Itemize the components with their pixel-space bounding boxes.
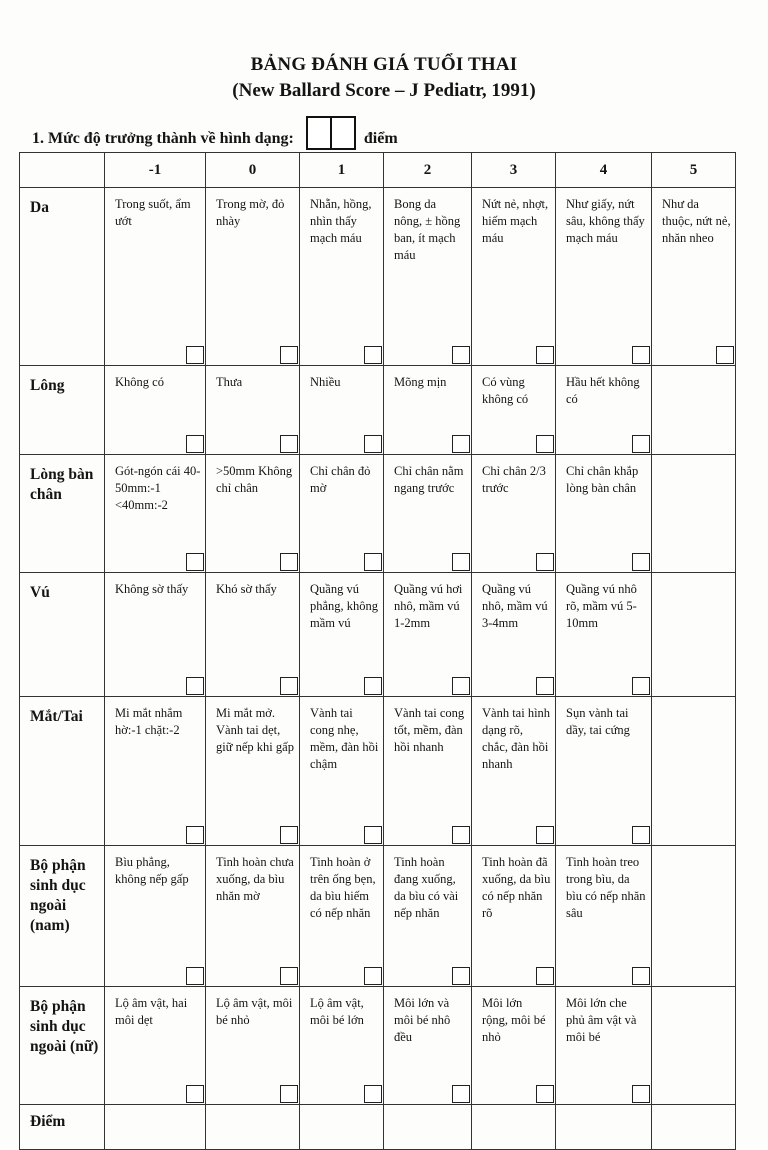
criteria-cell: [105, 573, 206, 697]
criteria-text: Lộ âm vật, hai môi dẹt: [115, 996, 188, 1027]
score-checkbox[interactable]: [186, 826, 204, 844]
criteria-text: Mi mắt nhắm hờ:-1 chặt:-2: [115, 706, 183, 737]
row-label: Điểm: [20, 1105, 105, 1150]
row-label: Bộ phận sinh dục ngoài (nữ): [20, 987, 105, 1105]
score-checkbox[interactable]: [536, 1085, 554, 1103]
total-score-digit-box[interactable]: [306, 116, 332, 150]
criteria-cell: [105, 366, 206, 455]
criteria-text: Quầng vú phẳng, không mầm vú: [310, 582, 379, 630]
criteria-cell: [300, 188, 384, 366]
score-checkbox[interactable]: [280, 677, 298, 695]
score-checkbox[interactable]: [186, 346, 204, 364]
criteria-cell: [652, 573, 736, 697]
criteria-text: Như giấy, nứt sâu, không thấy mạch máu: [566, 197, 645, 245]
score-entry-cell[interactable]: [652, 1105, 736, 1150]
section-header: [32, 122, 398, 156]
score-checkbox[interactable]: [280, 435, 298, 453]
criteria-cell: [652, 846, 736, 987]
criteria-cell: [206, 573, 300, 697]
criteria-text: Sụn vành tai dầy, tai cứng: [566, 706, 630, 737]
criteria-text: Vành tai cong tốt, mềm, đàn hồi nhanh: [394, 706, 465, 754]
score-checkbox[interactable]: [452, 435, 470, 453]
criteria-cell: [384, 455, 472, 573]
criteria-text: Chỉ chân khắp lòng bàn chân: [566, 464, 639, 495]
criteria-cell: [105, 846, 206, 987]
score-checkbox[interactable]: [186, 553, 204, 571]
criteria-text: Gót-ngón cái 40-50mm:-1 <40mm:-2: [115, 464, 201, 512]
criteria-text: Khó sờ thấy: [216, 582, 277, 596]
score-checkbox[interactable]: [186, 677, 204, 695]
criteria-cell: [472, 188, 556, 366]
score-checkbox[interactable]: [536, 826, 554, 844]
criteria-cell: [472, 846, 556, 987]
criteria-text: Chỉ chân đỏ mờ: [310, 464, 371, 495]
score-header-row: [20, 153, 736, 188]
score-checkbox[interactable]: [280, 1085, 298, 1103]
criteria-text: Không có: [115, 375, 164, 389]
table-row-long-ban-chan: [20, 455, 736, 573]
score-checkbox[interactable]: [452, 967, 470, 985]
criteria-cell: [206, 188, 300, 366]
criteria-cell: [652, 697, 736, 846]
score-checkbox[interactable]: [632, 346, 650, 364]
score-entry-cell[interactable]: [300, 1105, 384, 1150]
criteria-text: Lộ âm vật, môi bé lớn: [310, 996, 364, 1027]
score-header: 1: [300, 153, 384, 188]
score-checkbox[interactable]: [632, 677, 650, 695]
score-entry-cell[interactable]: [206, 1105, 300, 1150]
row-label: Mắt/Tai: [20, 697, 105, 846]
criteria-cell: [652, 188, 736, 366]
row-label: Vú: [20, 573, 105, 697]
score-checkbox[interactable]: [280, 553, 298, 571]
criteria-text: Tinh hoàn treo trong bìu, da bìu có nếp nhăn sâu: [566, 855, 646, 920]
criteria-text: Có vùng không có: [482, 375, 529, 406]
criteria-text: Chỉ chân nằm ngang trước: [394, 464, 464, 495]
score-checkbox[interactable]: [186, 967, 204, 985]
ballard-table: [19, 152, 736, 1150]
criteria-text: Mi mắt mở. Vành tai dẹt, giữ nếp khi gấp: [216, 706, 294, 754]
score-checkbox[interactable]: [280, 346, 298, 364]
page-subtitle: (New Ballard Score – J Pediatr, 1991): [232, 80, 536, 101]
criteria-cell: [472, 455, 556, 573]
criteria-cell: [556, 573, 652, 697]
criteria-text: Trong suốt, ẩm ướt: [115, 197, 191, 228]
score-checkbox[interactable]: [364, 677, 382, 695]
criteria-cell: [652, 455, 736, 573]
criteria-cell: [556, 188, 652, 366]
score-checkbox[interactable]: [364, 346, 382, 364]
criteria-text: Tinh hoàn chưa xuống, da bìu nhăn mờ: [216, 855, 294, 903]
criteria-text: Mõng mịn: [394, 375, 447, 389]
criteria-cell: [556, 846, 652, 987]
criteria-text: Như da thuộc, nứt nẻ, nhăn nheo: [662, 197, 731, 245]
score-checkbox[interactable]: [632, 967, 650, 985]
criteria-cell: [300, 846, 384, 987]
header-corner: [20, 153, 105, 188]
criteria-cell: [472, 697, 556, 846]
score-checkbox[interactable]: [452, 1085, 470, 1103]
score-header: 3: [472, 153, 556, 188]
criteria-cell: [300, 573, 384, 697]
row-label: Lông: [20, 366, 105, 455]
criteria-text: Tinh hoàn đang xuống, da bìu có vài nếp nhăn: [394, 855, 459, 920]
criteria-text: Trong mờ, đỏ nhày: [216, 197, 285, 228]
score-checkbox[interactable]: [364, 1085, 382, 1103]
criteria-cell: [206, 846, 300, 987]
score-checkbox[interactable]: [536, 435, 554, 453]
score-checkbox[interactable]: [452, 826, 470, 844]
score-entry-cell[interactable]: [556, 1105, 652, 1150]
score-checkbox[interactable]: [536, 346, 554, 364]
criteria-cell: [556, 697, 652, 846]
criteria-text: Hầu hết không có: [566, 375, 640, 406]
total-score-boxes[interactable]: [306, 116, 356, 150]
score-checkbox[interactable]: [632, 1085, 650, 1103]
score-header: -1: [105, 153, 206, 188]
score-checkbox[interactable]: [364, 967, 382, 985]
score-checkbox[interactable]: [364, 435, 382, 453]
table-row-long: [20, 366, 736, 455]
criteria-text: Tinh hoàn đã xuống, da bìu có nếp nhăn rõ: [482, 855, 551, 920]
score-checkbox[interactable]: [632, 553, 650, 571]
table-row-da: [20, 188, 736, 366]
criteria-cell: [556, 455, 652, 573]
score-entry-cell[interactable]: [472, 1105, 556, 1150]
criteria-text: Nhiều: [310, 375, 341, 389]
criteria-cell: [556, 366, 652, 455]
score-header: 5: [652, 153, 736, 188]
criteria-text: Thưa: [216, 375, 243, 389]
score-checkbox[interactable]: [716, 346, 734, 364]
criteria-cell: [384, 846, 472, 987]
row-label: Lòng bàn chân: [20, 455, 105, 573]
criteria-text: Tinh hoàn ở trên ống bẹn, da bìu hiếm có nếp nhăn: [310, 855, 376, 920]
criteria-text: Không sờ thấy: [115, 582, 189, 596]
row-label: Bộ phận sinh dục ngoài (nam): [20, 846, 105, 987]
score-header: 0: [206, 153, 300, 188]
total-score-digit-box[interactable]: [332, 116, 356, 150]
score-checkbox[interactable]: [186, 435, 204, 453]
criteria-text: Lộ âm vật, môi bé nhỏ: [216, 996, 293, 1027]
criteria-cell: [206, 366, 300, 455]
table-row-vu: [20, 573, 736, 697]
criteria-text: Quầng vú nhô, mầm vú 3-4mm: [482, 582, 548, 630]
criteria-cell: [472, 366, 556, 455]
score-entry-cell[interactable]: [105, 1105, 206, 1150]
table-row-mat-tai: [20, 697, 736, 846]
criteria-text: Môi lớn và môi bé nhô đều: [394, 996, 451, 1044]
score-checkbox[interactable]: [452, 346, 470, 364]
score-checkbox[interactable]: [536, 553, 554, 571]
score-checkbox[interactable]: [280, 967, 298, 985]
criteria-text: Nứt nẻ, nhợt, hiếm mạch máu: [482, 197, 549, 245]
criteria-cell: [105, 455, 206, 573]
criteria-text: Vành tai cong nhẹ, mềm, đàn hồi chậm: [310, 706, 379, 771]
criteria-cell: [105, 188, 206, 366]
criteria-cell: [300, 697, 384, 846]
score-checkbox[interactable]: [280, 826, 298, 844]
criteria-text: Quầng vú hơi nhô, mầm vú 1-2mm: [394, 582, 463, 630]
section-label: 1. Mức độ trưởng thành về hình dạng:: [32, 130, 294, 147]
score-checkbox[interactable]: [364, 553, 382, 571]
criteria-cell: [300, 455, 384, 573]
score-header: 2: [384, 153, 472, 188]
criteria-text: Bìu phẳng, không nếp gấp: [115, 855, 189, 886]
score-checkbox[interactable]: [536, 677, 554, 695]
row-label: Da: [20, 188, 105, 366]
criteria-text: Môi lớn rộng, môi bé nhỏ: [482, 996, 546, 1044]
score-checkbox[interactable]: [632, 435, 650, 453]
score-checkbox[interactable]: [536, 967, 554, 985]
criteria-cell: [384, 188, 472, 366]
criteria-cell: [384, 366, 472, 455]
score-entry-cell[interactable]: [384, 1105, 472, 1150]
score-checkbox[interactable]: [452, 553, 470, 571]
table-row-sinh-duc-nam: [20, 846, 736, 987]
criteria-text: Vành tai hình dạng rõ, chắc, đàn hồi nhanh: [482, 706, 551, 771]
section-suffix: điểm: [363, 130, 398, 147]
criteria-cell: [384, 697, 472, 846]
page-title: BẢNG ĐÁNH GIÁ TUỔI THAI: [250, 54, 518, 75]
score-checkbox[interactable]: [186, 1085, 204, 1103]
criteria-text: Chỉ chân 2/3 trước: [482, 464, 546, 495]
criteria-text: >50mm Không chỉ chân: [216, 464, 293, 495]
criteria-cell: [652, 366, 736, 455]
score-checkbox[interactable]: [452, 677, 470, 695]
criteria-cell: [206, 455, 300, 573]
criteria-text: Nhẵn, hồng, nhìn thấy mạch máu: [310, 197, 372, 245]
score-checkbox[interactable]: [632, 826, 650, 844]
criteria-text: Bong da nông, ± hồng ban, ít mạch máu: [394, 197, 461, 262]
score-header: 4: [556, 153, 652, 188]
criteria-cell: [472, 573, 556, 697]
table-row-diem: [20, 1105, 736, 1150]
score-checkbox[interactable]: [364, 826, 382, 844]
criteria-text: Môi lớn che phủ âm vật và môi bé: [566, 996, 637, 1044]
criteria-cell: [105, 697, 206, 846]
criteria-cell: [206, 697, 300, 846]
criteria-text: Quầng vú nhô rõ, mầm vú 5-10mm: [566, 582, 637, 630]
criteria-cell: [384, 573, 472, 697]
criteria-cell: [300, 366, 384, 455]
